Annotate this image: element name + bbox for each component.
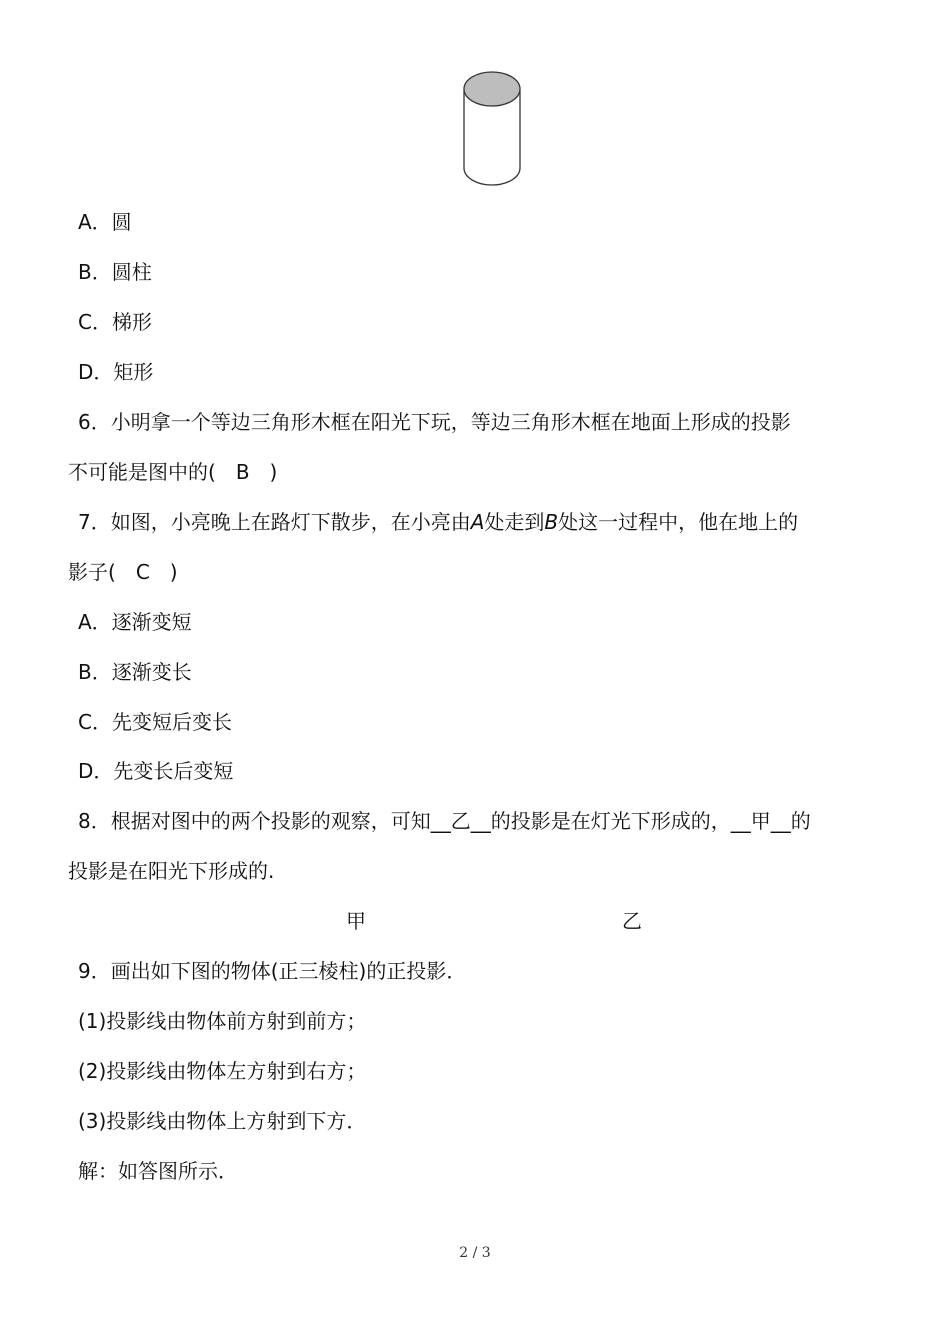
q7-option-b: B．逐渐变长 xyxy=(78,660,192,684)
q7-text-3: 处这一过程中，他在地上的 xyxy=(558,510,799,534)
q7-text-1: 7．如图，小亮晚上在路灯下散步，在小亮由 xyxy=(78,510,471,534)
q7-answer: C xyxy=(135,560,150,584)
q8-text-2: 的投影是在灯光下形成的， xyxy=(490,809,731,833)
q6-question-line1: 6．小明拿一个等边三角形木框在阳光下玩，等边三角形木框在地面上形成的投影 xyxy=(78,410,791,434)
q7-var-a: A xyxy=(470,510,485,534)
q9-item-3: (3)投影线由物体上方射到下方． xyxy=(78,1109,367,1133)
q8-blank-1: __乙__ xyxy=(430,809,491,833)
q7-option-a: A．逐渐变短 xyxy=(78,610,192,634)
q7-text-4: 影子( xyxy=(68,560,136,584)
page-number: 2 / 3 xyxy=(459,1245,491,1261)
q5-option-d: D．矩形 xyxy=(78,360,154,384)
q7-question-line2 xyxy=(68,558,178,586)
q6-text: 不可能是图中的( xyxy=(68,460,236,484)
q9-title: 9．画出如下图的物体(正三棱柱)的正投影． xyxy=(78,959,467,983)
q9-item-2: (2)投影线由物体左方射到右方； xyxy=(78,1059,367,1083)
q5-option-c: C．梯形 xyxy=(78,310,152,334)
q9-solution: 解：如答图所示． xyxy=(78,1159,238,1183)
q7-option-c: C．先变短后变长 xyxy=(78,710,232,734)
q6-question-line2 xyxy=(68,458,277,486)
q6-answer: B xyxy=(235,460,250,484)
q7-text-2: 处走到 xyxy=(484,510,545,534)
q8-caption-right: 乙 xyxy=(622,909,642,933)
q9-item-1: (1)投影线由物体前方射到前方； xyxy=(78,1009,367,1033)
q8-question-line1 xyxy=(78,807,811,835)
q5-option-b: B．圆柱 xyxy=(78,260,152,284)
q8-blank-2: __甲__ xyxy=(730,809,791,833)
q8-text-1: 8．根据对图中的两个投影的观察，可知 xyxy=(78,809,431,833)
q7-var-b: B xyxy=(544,510,559,534)
q7-option-d: D．先变长后变短 xyxy=(78,759,234,783)
cylinder-figure xyxy=(460,68,524,192)
q8-text-3: 的 xyxy=(790,809,811,833)
q7-question-line1 xyxy=(78,508,798,536)
q8-question-line2: 投影是在阳光下形成的. xyxy=(68,859,275,883)
q5-option-a: A．圆 xyxy=(78,210,132,234)
q7-close: ) xyxy=(149,560,178,584)
q8-caption-left: 甲 xyxy=(346,909,366,933)
q6-close: ) xyxy=(249,460,278,484)
